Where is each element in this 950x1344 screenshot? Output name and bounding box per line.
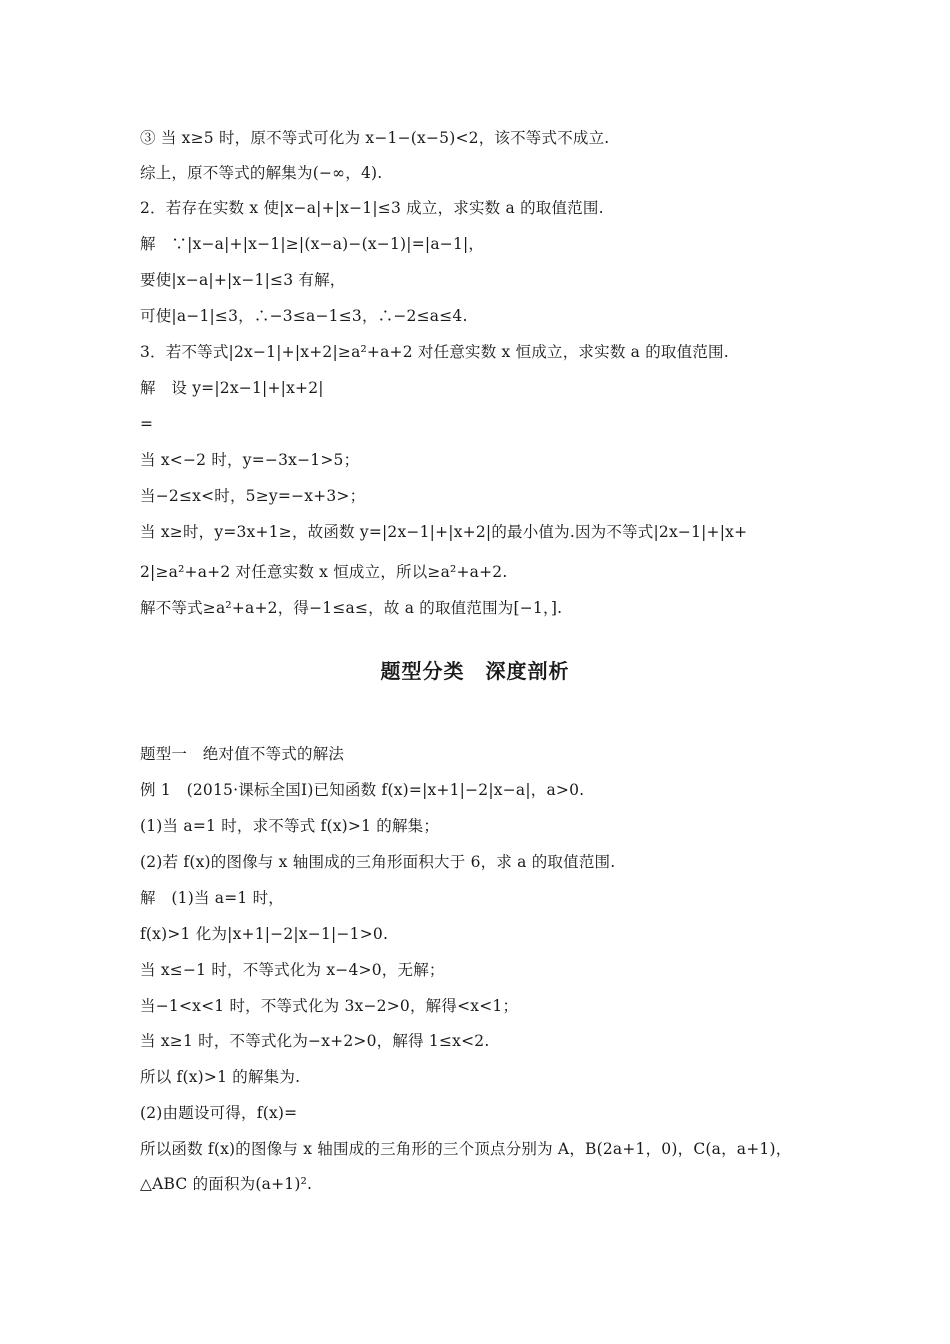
problem-3-statement: 3．若不等式|2x−1|+|x+2|≥a²+a+2 对任意实数 x 恒成立，求实数 a 的取值范围. — [140, 343, 729, 361]
problem-3-solution-line-7: 解不等式≥a²+a+2，得−1≤a≤，故 a 的取值范围为[−1，]. — [140, 599, 563, 617]
text-line-case3: ③ 当 x≥5 时，原不等式可化为 x−1−(x−5)<2，该不等式不成立. — [140, 129, 610, 147]
example-1-solution-line-2: f(x)>1 化为|x+1|−2|x−1|−1>0. — [140, 925, 389, 943]
problem-3-solution-line-2: = — [140, 415, 154, 433]
example-1-statement: 例 1 (2015·课标全国Ⅰ)已知函数 f(x)=|x+1|−2|x−a|，a>0. — [140, 781, 585, 799]
problem-3-solution-line-1: 解 设 y=|2x−1|+|x+2| — [140, 379, 324, 397]
example-1-solution-line-5: 当 x≥1 时，不等式化为−x+2>0，解得 1≤x<2. — [140, 1032, 490, 1050]
example-1-part-2: (2)若 f(x)的图像与 x 轴围成的三角形面积大于 6，求 a 的取值范围. — [140, 853, 616, 871]
topic-type-title: 题型一 绝对值不等式的解法 — [140, 745, 345, 763]
problem-2-solution-line-1: 解 ∵|x−a|+|x−1|≥|(x−a)−(x−1)|=|a−1|， — [140, 235, 485, 253]
problem-3-solution-line-4: 当−2≤x<时，5≥y=−x+3>； — [140, 487, 366, 505]
example-1-solution-line-1: 解 (1)当 a=1 时， — [140, 889, 284, 907]
section-heading: 题型分类 深度剖析 — [380, 659, 570, 683]
example-1-solution-line-9: △ABC 的面积为(a+1)². — [140, 1175, 313, 1193]
problem-2-solution-line-3: 可使|a−1|≤3，∴−3≤a−1≤3，∴−2≤a≤4. — [140, 307, 468, 325]
example-1-solution-line-4: 当−1<x<1 时，不等式化为 3x−2>0，解得<x<1； — [140, 997, 519, 1015]
problem-3-solution-line-6: 2|≥a²+a+2 对任意实数 x 恒成立，所以≥a²+a+2. — [140, 563, 508, 581]
text-line-conclusion: 综上，原不等式的解集为(−∞，4). — [140, 164, 383, 182]
problem-2-statement: 2．若存在实数 x 使|x−a|+|x−1|≤3 成立，求实数 a 的取值范围. — [140, 199, 604, 217]
problem-3-solution-line-3: 当 x<−2 时，y=−3x−1>5； — [140, 451, 360, 469]
example-1-part-1: (1)当 a=1 时，求不等式 f(x)>1 的解集； — [140, 817, 440, 835]
problem-2-solution-line-2: 要使|x−a|+|x−1|≤3 有解， — [140, 271, 346, 289]
example-1-solution-line-3: 当 x≤−1 时，不等式化为 x−4>0，无解； — [140, 961, 445, 979]
example-1-solution-line-8: 所以函数 f(x)的图像与 x 轴围成的三角形的三个顶点分别为 A，B(2a+1，0)，C(a，a+1)， — [140, 1140, 792, 1158]
problem-3-solution-line-5: 当 x≥时，y=3x+1≥，故函数 y=|2x−1|+|x+2|的最小值为.因为不等式|2x−1|+|x+ — [140, 523, 748, 541]
example-1-solution-line-7: (2)由题设可得，f(x)= — [140, 1104, 298, 1122]
example-1-solution-line-6: 所以 f(x)>1 的解集为. — [140, 1068, 301, 1086]
